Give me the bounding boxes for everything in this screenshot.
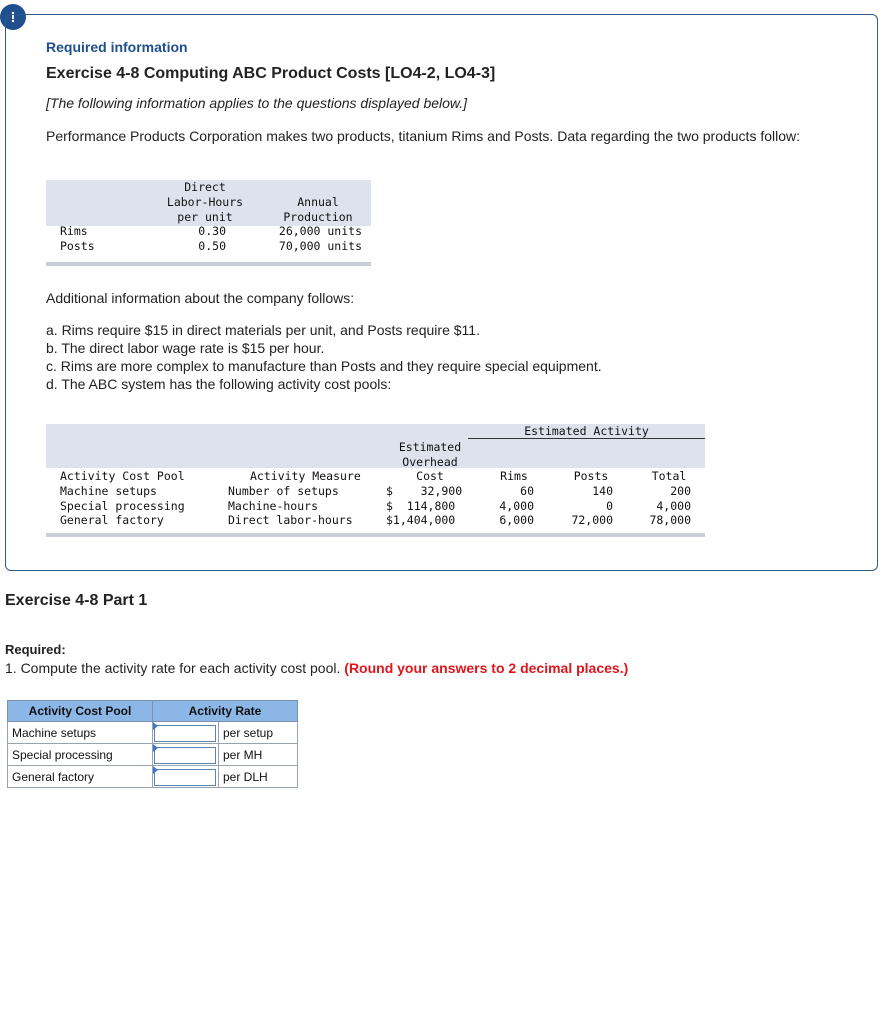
answer-row-unit: per MH [219, 744, 298, 766]
answer-row-pool: Machine setups [8, 722, 153, 744]
activity-rate-table [7, 700, 298, 788]
list-item: c. Rims are more complex to manufacture than Posts and they require special equipment. [46, 358, 602, 374]
product-table-bottom-rule [46, 262, 371, 266]
table-row [8, 744, 298, 766]
activity-row-posts: 72,000 [571, 513, 613, 528]
input-marker-icon [153, 766, 158, 774]
intro-paragraph: Performance Products Corporation makes two products, titanium Rims and Posts. Data regarding the two products follow: [46, 128, 801, 144]
activity-row-pool: Machine setups [60, 484, 157, 498]
activity-header-posts: Posts [573, 469, 609, 483]
activity-row-total: 200 [670, 484, 691, 498]
activity-row-measure: Machine-hours [228, 498, 319, 513]
answer-input-cell [153, 766, 219, 788]
product-row-production: 26,000 units [278, 224, 362, 238]
activity-row-pool: General factory [60, 513, 164, 528]
product-header-dlh: Direct Labor-Hours per unit [166, 180, 244, 224]
list-item: b. The direct labor wage rate is $15 per hour. [46, 340, 325, 356]
special-processing-rate-input[interactable] [154, 747, 216, 764]
activity-row-measure: Direct labor-hours [228, 513, 353, 528]
machine-setups-rate-input[interactable] [154, 725, 216, 742]
activity-row-posts: 0 [606, 498, 613, 513]
answer-header-pool: Activity Cost Pool [8, 701, 153, 722]
list-item: d. The ABC system has the following activity cost pools: [46, 376, 392, 392]
activity-row-posts: 140 [592, 484, 613, 498]
activity-header-rims: Rims [500, 469, 528, 483]
answer-row-pool: General factory [8, 766, 153, 788]
answer-row-pool: Special processing [8, 744, 153, 766]
activity-row-cost: $ 32,900 [386, 484, 463, 498]
product-header-production: Annual Production [283, 195, 353, 224]
activity-header-total: Total [651, 469, 687, 483]
required-label: Required: [5, 642, 66, 657]
instruction-text [5, 660, 628, 676]
activity-header-cost: Estimated Overhead Cost [398, 440, 462, 484]
list-item: a. Rims require $15 in direct materials per unit, and Posts require $11. [46, 322, 480, 338]
activity-header-pool: Activity Cost Pool [60, 469, 185, 483]
activity-row-total: 78,000 [649, 513, 691, 528]
activity-row-cost: $ 114,800 [386, 498, 456, 513]
activity-row-cost: $1,404,000 [386, 513, 456, 528]
estimated-activity-header: Estimated Activity [524, 424, 649, 438]
product-row-dlh: 0.50 [198, 239, 226, 253]
table-row [8, 766, 298, 788]
exercise-title: Exercise 4-8 Computing ABC Product Costs [LO4-2, LO4-3] [46, 65, 496, 82]
alert-icon: ! [0, 4, 26, 30]
answer-input-cell [153, 744, 219, 766]
product-row-name: Posts [60, 239, 95, 253]
activity-row-pool: Special processing [60, 498, 185, 513]
input-marker-icon [153, 722, 158, 730]
product-row-name: Rims [60, 224, 88, 238]
activity-row-rims: 4,000 [499, 498, 534, 513]
info-list [46, 321, 602, 393]
activity-row-rims: 6,000 [499, 513, 534, 528]
activity-row-total: 4,000 [656, 498, 691, 513]
input-marker-icon [153, 744, 158, 752]
part-title: Exercise 4-8 Part 1 [5, 592, 148, 609]
answer-input-cell [153, 722, 219, 744]
answer-header-rate: Activity Rate [153, 701, 298, 722]
answer-row-unit: per setup [219, 722, 298, 744]
additional-info-text: Additional information about the company follows: [46, 290, 355, 306]
rounding-note: (Round your answers to 2 decimal places.) [344, 660, 629, 676]
product-row-production: 70,000 units [278, 239, 362, 253]
table-row [8, 722, 298, 744]
answer-row-unit: per DLH [219, 766, 298, 788]
activity-row-measure: Number of setups [228, 484, 339, 498]
instruction-main: 1. Compute the activity rate for each activity cost pool. [5, 660, 341, 676]
required-info-heading: Required information [46, 39, 188, 55]
activity-row-rims: 60 [520, 484, 534, 498]
product-row-dlh: 0.30 [198, 224, 226, 238]
general-factory-rate-input[interactable] [154, 769, 216, 786]
activity-table-bottom-rule [46, 533, 705, 537]
activity-header-measure: Activity Measure [250, 469, 361, 483]
exercise-note: [The following information applies to the questions displayed below.] [46, 95, 468, 111]
